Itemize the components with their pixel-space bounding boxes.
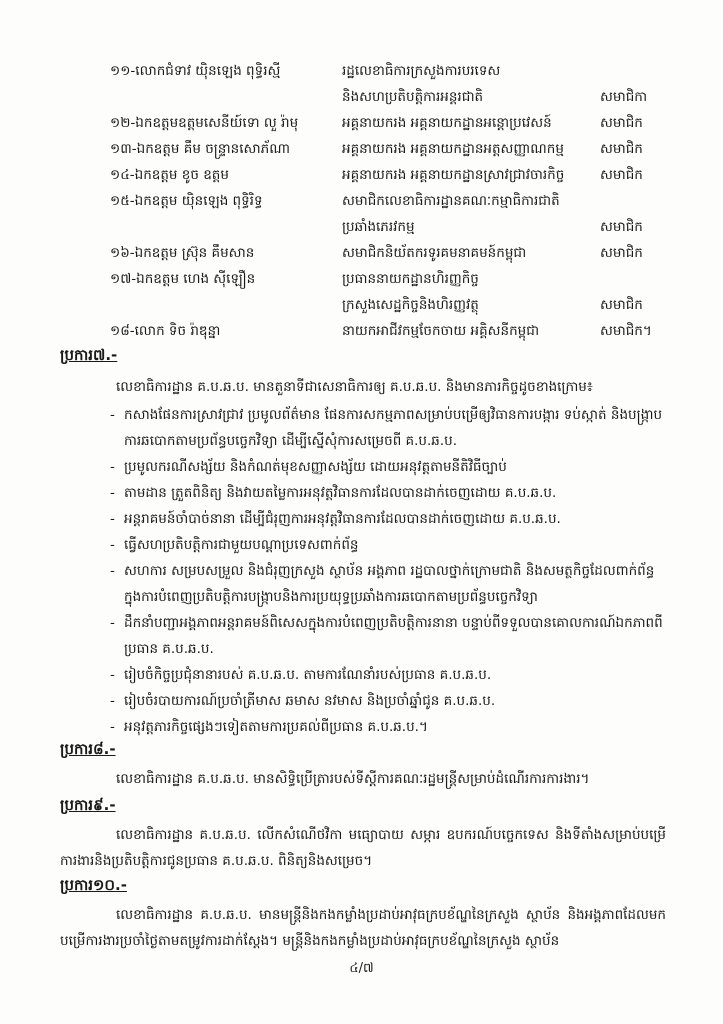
member-role: ប្រឆាំងភេរវកម្ម bbox=[342, 219, 415, 235]
member-row bbox=[110, 58, 670, 84]
member-name: ១៤-ឯកឧត្តម ខូច ឧត្តម bbox=[110, 167, 229, 183]
duty-item: - តាមដាន ត្រួតពិនិត្យ និងវាយតម្លៃការអនុវត្តវិធានការដែលបានដាក់ចេញដោយ គ.ប.ឆ.ប. bbox=[110, 480, 670, 506]
member-role: ក្រសួងសេដ្ឋកិច្ចនិងហិរញ្ញវត្ថុ bbox=[342, 297, 479, 313]
member-row-continued bbox=[110, 292, 670, 318]
member-position: សមាជិក bbox=[600, 297, 643, 313]
article-8-text: លេខាធិការដ្ឋាន គ.ប.ឆ.ប. មានសិទ្ធិប្រើត្រារបស់ទីស្តីការគណៈរដ្ឋមន្ត្រីសម្រាប់ដំណើរការការងារ។ bbox=[116, 771, 590, 787]
article-9-text: លេខាធិការដ្ឋាន គ.ប.ឆ.ប. លើកសំណើថវិកា មធ្យោបាយ សម្ភារ ឧបករណ៍បច្ចេកទេស និងទីតាំងសម្រាប់បម្រើការងារនិងប្រតិបត្តិការជូនប្រធាន គ.ប.ឆ.ប. ពិនិត្យនិងសម្រេច។ bbox=[60, 827, 666, 869]
article-10-heading: ប្រការ១០.- bbox=[60, 876, 127, 894]
member-name: ១១-លោកជំទាវ យ៉ិនឡេង ពុទ្ធិរស្មី bbox=[110, 63, 281, 79]
member-row bbox=[110, 240, 670, 266]
member-name: ១៨-លោក ទិច រ៉ាឌុន្នា bbox=[110, 323, 221, 339]
member-row bbox=[110, 188, 670, 214]
article-7-intro: លេខាធិការដ្ឋាន គ.ប.ឆ.ប. មានតួនាទីជាសេនាធិការឲ្យ គ.ប.ឆ.ប. និងមានភារកិច្ចដូចខាងក្រោម៖ bbox=[116, 379, 593, 395]
article-7-heading: ប្រការ៧.- bbox=[60, 346, 118, 364]
member-position: សមាជិក bbox=[600, 219, 643, 235]
member-position: សមាជិក bbox=[600, 245, 643, 261]
member-name: ១៥-ឯកឧត្តម យ៉ិនឡេង ពុទ្ធិរិទ្ធ bbox=[110, 193, 263, 209]
member-name: ១៣-ឯកឧត្តម គឹម ចន្ទ្រានសោភ័ណា bbox=[110, 141, 290, 157]
duty-item: - រៀបចំរបាយការណ៍ប្រចាំត្រីមាស ឆមាស ន​វមាស និងប្រចាំឆ្នាំជូន គ.ប.ឆ.ប. bbox=[110, 688, 670, 714]
member-list bbox=[110, 58, 670, 344]
member-row-continued bbox=[110, 84, 670, 110]
member-name: ១២-ឯកឧត្តមឧត្តមសេនីយ៍ទោ លួ រ៉ាមុ bbox=[110, 115, 299, 131]
member-position: សមាជិក។ bbox=[600, 323, 652, 339]
member-position: សមាជិកា bbox=[600, 89, 648, 105]
duty-item: - ធ្វើសហប្រតិបត្តិការជាមួយបណ្តាប្រទេសពាក់ព័ន្ធ bbox=[110, 532, 670, 558]
member-name: ១៧-ឯកឧត្តម ហេង ស៊ីឡឿន bbox=[110, 271, 256, 287]
member-position: សមាជិក bbox=[600, 167, 643, 183]
member-position: សមាជិក bbox=[600, 115, 643, 131]
article-10-text: លេខាធិការដ្ឋាន គ.ប.ឆ.ប. មានមន្ត្រីនិងកងកម្លាំងប្រដាប់អាវុធក្របខ័ណ្ឌនៃក្រសួង ស្ថាប័ន និងអង្គភាពដែលមកបម្រើការងារប្រចាំថ្ងៃតាមតម្រូវការដាក់ស្តែង។ មន្ត្រីនិងកងកម្លាំងប្រដាប់អាវុធក្របខ័ណ្ឌនៃក្រសួង ស្ថាប័ន bbox=[60, 907, 666, 949]
article-9-heading: ប្រការ៩.- bbox=[60, 796, 116, 814]
duty-item: - ដឹកនាំបញ្ជាអង្គភាពអន្តរាគមន៍ពិសេសក្នុងការបំពេញប្រតិបត្តិការនានា បន្ទាប់ពីទទួលបានគោលការណ៍ឯកភាពពីប្រធាន គ.ប.ឆ.ប. bbox=[110, 610, 670, 662]
page-number: ៤/៧ bbox=[349, 961, 374, 976]
member-row bbox=[110, 318, 670, 344]
article-7-duties-list bbox=[110, 402, 670, 740]
member-row bbox=[110, 136, 670, 162]
article-8-heading: ប្រការ៨.- bbox=[60, 740, 116, 758]
duty-item: - អនុវត្តភារកិច្ចផ្សេងៗទៀតតាមការប្រគល់ពីប្រធាន គ.ប.ឆ.ប.។ bbox=[110, 714, 670, 740]
duty-item: - រៀបចំកិច្ចប្រជុំនានារបស់ គ.ប.ឆ.ប. តាមការណែនាំរបស់ប្រធាន គ.ប.ឆ.ប. bbox=[110, 662, 670, 688]
member-position: សមាជិក bbox=[600, 141, 643, 157]
member-role: នាយកអាជីវកម្មចែកចាយ អគ្គិសនីកម្ពុជា bbox=[342, 323, 540, 339]
member-row bbox=[110, 110, 670, 136]
member-role: សមាជិកលេខាធិការដ្ឋានគណៈកម្មាធិការជាតិ bbox=[342, 193, 560, 209]
duty-item: - សហការ សម្របសម្រួល និងជំរុញក្រសួង ស្ថាប័ន អង្គភាព រដ្ឋបាលថ្នាក់ក្រោមជាតិ និងសមត្ថកិច្ចដែលពាក់ព័ន្ធក្នុងការបំពេញប្រតិបត្តិការបង្ក្រាបនិងការប្រយុទ្ធប្រឆាំងការឆបោកតាមប្រព័ន្ធបច្ចេកវិទ្យា bbox=[110, 558, 670, 610]
member-role: សមាជិកនិយ័តករទូរគមនាគមន៍កម្ពុជា bbox=[342, 245, 527, 261]
duty-item: - ប្រមូលករណីសង្ស័យ និងកំណត់មុខសញ្ញាសង្ស័យ ដោយអនុវត្តតាមនីតិវិធីច្បាប់ bbox=[110, 454, 670, 480]
member-role: អគ្គនាយករង អគ្គនាយកដ្ឋានអត្តសញ្ញាណកម្ម bbox=[342, 141, 564, 157]
member-row-continued bbox=[110, 214, 670, 240]
duty-item: - អន្តរាគមន៍ចាំបាច់នានា ដើម្បីជំរុញការអនុវត្តវិធានការដែលបានដាក់ចេញដោយ គ.ប.ឆ.ប. bbox=[110, 506, 670, 532]
member-role: អគ្គនាយករង អគ្គនាយកដ្ឋានស្រាវជ្រាវចារកិច្ច bbox=[342, 167, 565, 183]
member-role: រដ្ឋលេខាធិការក្រសួងការបរទេស bbox=[342, 63, 501, 79]
member-name: ១៦-ឯកឧត្តម ស្រ៊ុន គឹមសាន bbox=[110, 245, 255, 261]
member-role: ប្រធាននាយកដ្ឋានហិរញ្ញកិច្ច bbox=[342, 271, 479, 287]
duty-item: - កសាងផែនការស្រាវជ្រាវ ប្រមូលព័ត៌មាន ផែនការសកម្មភាពសម្រាប់បម្រើឲ្យវិធានការបង្ការ ទប់ស្កាត់ និងបង្ក្រាបការឆបោកតាមប្រព័ន្ធបច្ចេកវិទ្យា ដើម្បីស្នើសុំការសម្រេចពី គ.ប.ឆ.ប. bbox=[110, 402, 670, 454]
member-role: និងសហប្រតិបត្តិការអន្តរជាតិ bbox=[342, 89, 484, 105]
member-role: អគ្គនាយករង អគ្គនាយកដ្ឋានអន្តោប្រវេសន៍ bbox=[342, 115, 552, 131]
member-row bbox=[110, 266, 670, 292]
member-row bbox=[110, 162, 670, 188]
